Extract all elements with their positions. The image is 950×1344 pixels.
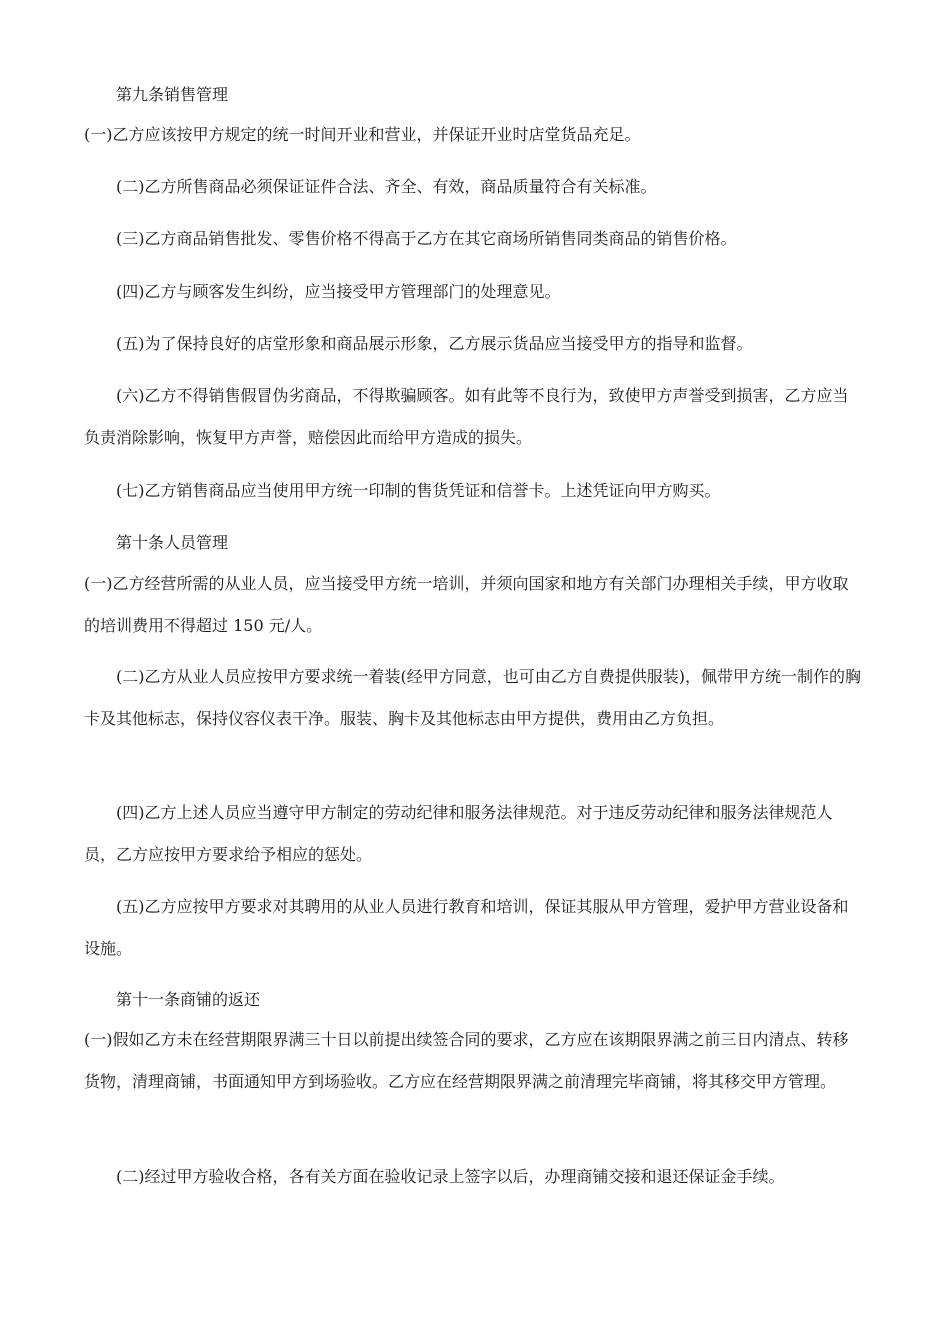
section-heading: 第十一条商铺的返还 <box>116 990 261 1009</box>
clause: (一)乙方应该按甲方规定的统一时间开业和营业，并保证开业时店堂货品充足。 <box>84 125 641 144</box>
section-heading: 第十条人员管理 <box>116 533 229 552</box>
clause: (一)乙方经营所需的从业人员，应当接受甲方统一培训，并须向国家和地方有关部门办理相关手续，甲方收取的培训费用不得超过 150 元/人。 <box>84 574 849 635</box>
clause: (三)乙方商品销售批发、零售价格不得高于乙方在其它商场所销售同类商品的销售价格。 <box>116 229 737 248</box>
clause: (二)乙方从业人员应按甲方要求统一着装(经甲方同意，也可由乙方自费提供服装)，佩带甲方统一制作的胸卡及其他标志，保持仪容仪表干净。服装、胸卡及其他标志由甲方提供，费用由乙方负担。 <box>84 667 861 728</box>
clause: (五)乙方应按甲方要求对其聘用的从业人员进行教育和培训，保证其服从甲方管理，爱护甲方营业设备和设施。 <box>84 897 849 958</box>
section-heading: 第九条销售管理 <box>116 85 229 104</box>
clause: (一)假如乙方未在经营期限界满三十日以前提出续签合同的要求，乙方应在该期限界满之前三日内清点、转移货物，清理商铺，书面通知甲方到场验收。乙方应在经营期限界满之前清理完毕商铺，将其移交甲方管理。 <box>84 1030 849 1091</box>
clause: (六)乙方不得销售假冒伪劣商品，不得欺骗顾客。如有此等不良行为，致使甲方声誉受到损害，乙方应当负责消除影响，恢复甲方声誉，赔偿因此而给甲方造成的损失。 <box>84 386 849 447</box>
clause: (二)经过甲方验收合格，各有关方面在验收记录上签字以后，办理商铺交接和退还保证金手续。 <box>116 1167 785 1186</box>
clause: (四)乙方上述人员应当遵守甲方制定的劳动纪律和服务法律规范。对于违反劳动纪律和服务法律规范人员，乙方应按甲方要求给予相应的惩处。 <box>84 803 833 864</box>
clause: (七)乙方销售商品应当使用甲方统一印制的售货凭证和信誉卡。上述凭证向甲方购买。 <box>116 481 721 500</box>
clause: (二)乙方所售商品必须保证证件合法、齐全、有效，商品质量符合有关标准。 <box>116 177 657 196</box>
clause: (五)为了保持良好的店堂形象和商品展示形象，乙方展示货品应当接受甲方的指导和监督。 <box>116 334 753 353</box>
clause: (四)乙方与顾客发生纠纷，应当接受甲方管理部门的处理意见。 <box>116 282 561 301</box>
